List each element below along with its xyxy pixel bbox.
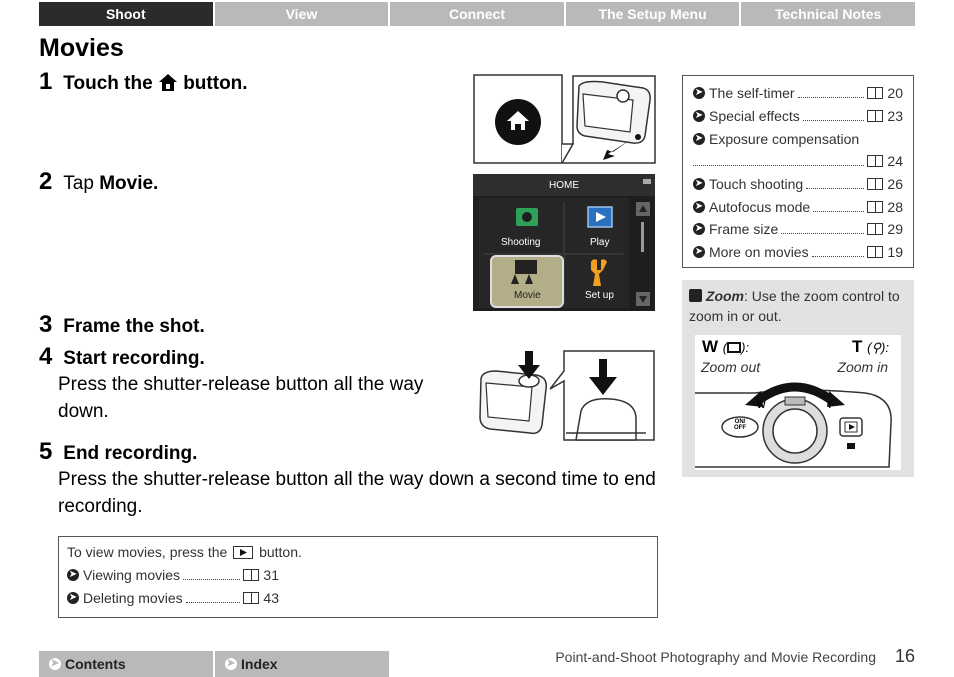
arrow-right-icon: ➤: [694, 132, 704, 144]
step-4-description: Press the shutter-release button all the way down.: [58, 374, 424, 422]
zoom-note-box: [682, 280, 914, 477]
contents-button[interactable]: ➤ Contents: [39, 651, 215, 677]
thumbnail-icon: [727, 342, 741, 353]
ref-link-self-timer[interactable]: ➤ The self-timer 20: [694, 85, 903, 102]
book-icon: [867, 110, 883, 122]
svg-text:W: W: [757, 400, 766, 410]
play-button-icon: [233, 546, 253, 559]
tab-technical-notes[interactable]: Technical Notes: [741, 2, 915, 26]
ref-link-autofocus-mode[interactable]: ➤ Autofocus mode 28: [694, 198, 903, 215]
book-icon: [867, 223, 883, 235]
tab-setup-menu[interactable]: The Setup Menu: [566, 2, 742, 26]
home-menu-title: HOME: [549, 180, 579, 191]
page-number: 16: [894, 646, 915, 666]
ref-link-more-on-movies[interactable]: ➤ More on movies 19: [694, 244, 903, 261]
arrow-right-icon: ➤: [68, 569, 78, 581]
top-nav-tabs: [39, 2, 915, 26]
magnify-icon: ⚲: [871, 340, 882, 355]
home-menu-screen: [473, 174, 655, 316]
link-deleting-movies[interactable]: ➤ Deleting movies 43: [68, 590, 279, 607]
section-footer-text: Point-and-Shoot Photography and Movie Recording: [555, 649, 876, 665]
arrow-right-icon: ➤: [694, 87, 704, 99]
tab-connect[interactable]: Connect: [390, 2, 566, 26]
arrow-right-icon: ➤: [694, 178, 704, 190]
menu-item-shooting[interactable]: Shooting: [501, 237, 541, 248]
step-5-description: Press the shutter-release button all the way down a second time to end recording.: [58, 469, 656, 517]
pencil-icon: [689, 289, 702, 302]
book-icon: [243, 569, 259, 581]
index-button[interactable]: ➤ Index: [215, 651, 389, 677]
step-2: 2 Tap Movie.: [39, 168, 159, 195]
shutter-release-illustration: [476, 349, 656, 447]
arrow-right-icon: ➤: [226, 658, 236, 669]
page-title: Movies: [39, 34, 124, 62]
step-1: 1 Touch the button.: [39, 68, 248, 98]
ref-link-touch-shooting[interactable]: ➤ Touch shooting 26: [694, 176, 903, 193]
arrow-right-icon: ➤: [694, 110, 704, 122]
step-5: 5 End recording.: [39, 438, 198, 465]
step-4: 4 Start recording.: [39, 343, 205, 370]
menu-item-setup[interactable]: Set up: [585, 290, 614, 301]
book-icon: [867, 246, 883, 258]
ref-link-exposure-compensation[interactable]: ➤ Exposure compensation: [694, 130, 860, 147]
menu-item-play[interactable]: Play: [590, 237, 610, 248]
ref-link-frame-size[interactable]: ➤ Frame size 29: [694, 221, 903, 238]
arrow-right-icon: ➤: [694, 223, 704, 235]
tab-view[interactable]: View: [215, 2, 391, 26]
book-icon: [243, 592, 259, 604]
footer-nav: [39, 651, 389, 677]
step-3: 3 Frame the shot.: [39, 311, 205, 338]
book-icon: [867, 155, 883, 167]
tab-shoot[interactable]: Shoot: [39, 2, 215, 26]
arrow-right-icon: ➤: [694, 246, 704, 258]
arrow-right-icon: ➤: [68, 592, 78, 604]
arrow-right-icon: ➤: [694, 200, 704, 212]
svg-text:T: T: [827, 400, 833, 410]
ref-link-special-effects[interactable]: ➤ Special effects 23: [694, 108, 903, 125]
link-viewing-movies[interactable]: ➤ Viewing movies 31: [68, 567, 279, 584]
zoom-control-diagram: W ( ): Zoom out T (⚲): Zoom in W T ON/ OFF: [695, 335, 901, 470]
camera-home-button-illustration: [473, 74, 658, 171]
book-icon: [867, 87, 883, 99]
home-icon: [158, 73, 178, 98]
book-icon: [867, 201, 883, 213]
book-icon: [867, 178, 883, 190]
arrow-right-icon: ➤: [50, 658, 60, 669]
onoff-label: ON/ OFF: [734, 419, 746, 431]
view-movies-tip-box: To view movies, press the button. ➤ Viewing movies 31 ➤ Deleting movies 43: [58, 536, 658, 618]
reference-links-box: ➤ The self-timer 20 ➤ Special effects 23 ➤ Exposure compensation 24 ➤ Touch shooting 26 ➤ Autofocus mode 28 ➤ Frame size 29 ➤ More on movies 19: [682, 75, 914, 268]
zoom-note-text: Zoom: Use the zoom control to zoom in or out.: [689, 288, 900, 324]
menu-item-movie[interactable]: Movie: [514, 290, 541, 301]
